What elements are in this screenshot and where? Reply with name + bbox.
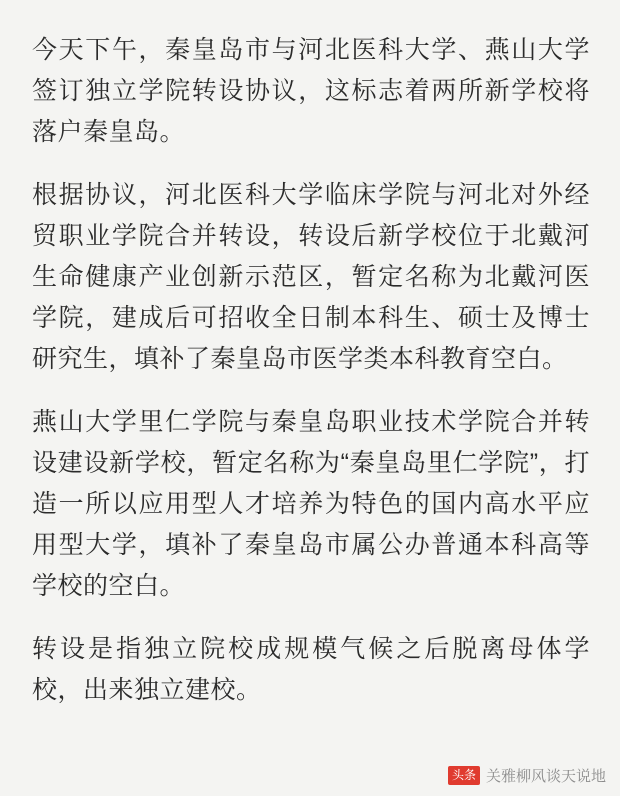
article-paragraph: 转设是指独立院校成规模气候之后脱离母体学校，出来独立建校。 bbox=[32, 635, 590, 704]
article-paragraph: 今天下午，秦皇岛市与河北医科大学、燕山大学签订独立学院转设协议，这标志着两所新学校将落户秦皇岛。 bbox=[32, 36, 590, 146]
article-paragraph: 根据协议，河北医科大学临床学院与河北对外经贸职业学院合并转设，转设后新学校位于北戴河生命健康产业创新示范区，暂定名称为北戴河医学院，建成后可招收全日制本科生、硕士及博士研究生，填补了秦皇岛市医学类本科教育空白。 bbox=[32, 181, 590, 373]
watermark bbox=[448, 765, 606, 786]
toutiao-logo-icon: 头条 bbox=[448, 766, 480, 785]
watermark-author: 关雅柳风谈天说地 bbox=[485, 768, 606, 785]
article-paragraph: 燕山大学里仁学院与秦皇岛职业技术学院合并转设建设新学校，暂定名称为“秦皇岛里仁学院”，打造一所以应用型人才培养为特色的国内高水平应用型大学，填补了秦皇岛市属公办普通本科高等学校的空白。 bbox=[32, 408, 590, 600]
